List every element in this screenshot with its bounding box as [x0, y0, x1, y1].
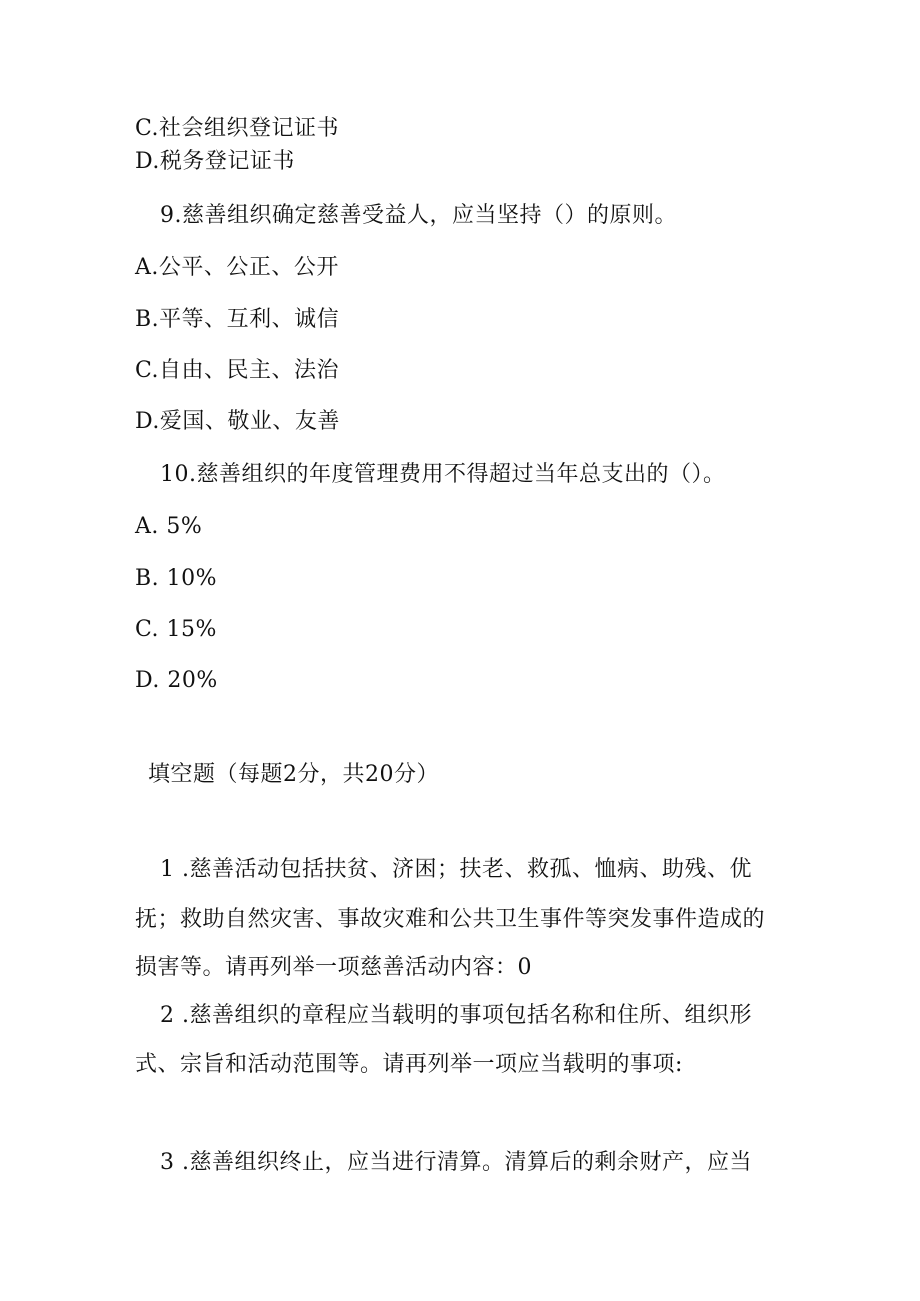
fill-1-line-3: 损害等。请再列举一项慈善活动内容：0 — [135, 955, 532, 980]
q10-option-b: B. 10% — [135, 566, 218, 591]
fill-section-title: 填空题（每题2分，共20分） — [148, 762, 439, 787]
option-d-prev: D.税务登记证书 — [135, 149, 295, 174]
q10-option-a: A. 5% — [135, 514, 203, 539]
fill-3-line-1: 3 .慈善组织终止，应当进行清算。清算后的剩余财产，应当 — [160, 1150, 752, 1175]
question-10-stem: 10.慈善组织的年度管理费用不得超过当年总支出的（）。 — [160, 462, 726, 487]
q9-option-d: D.爱国、敬业、友善 — [135, 409, 340, 434]
q9-option-c: C.自由、民主、法治 — [135, 358, 340, 383]
fill-1-line-1: 1 .慈善活动包括扶贫、济困；扶老、救孤、恤病、助残、优 — [160, 857, 752, 882]
q9-option-a: A.公平、公正、公开 — [135, 255, 339, 280]
fill-1-line-2: 抚；救助自然灾害、事故灾难和公共卫生事件等突发事件造成的 — [135, 907, 766, 932]
fill-2-line-2: 式、宗旨和活动范围等。请再列举一项应当载明的事项: — [135, 1052, 683, 1077]
question-9-stem: 9.慈善组织确定慈善受益人，应当坚持（）的原则。 — [160, 203, 677, 228]
q10-option-c: C. 15% — [135, 617, 217, 642]
fill-2-line-1: 2 .慈善组织的章程应当载明的事项包括名称和住所、组织形 — [160, 1003, 752, 1028]
q9-option-b: B.平等、互利、诚信 — [135, 307, 340, 332]
option-c-prev: C.社会组织登记证书 — [135, 116, 340, 141]
q10-option-d: D. 20% — [135, 668, 218, 693]
